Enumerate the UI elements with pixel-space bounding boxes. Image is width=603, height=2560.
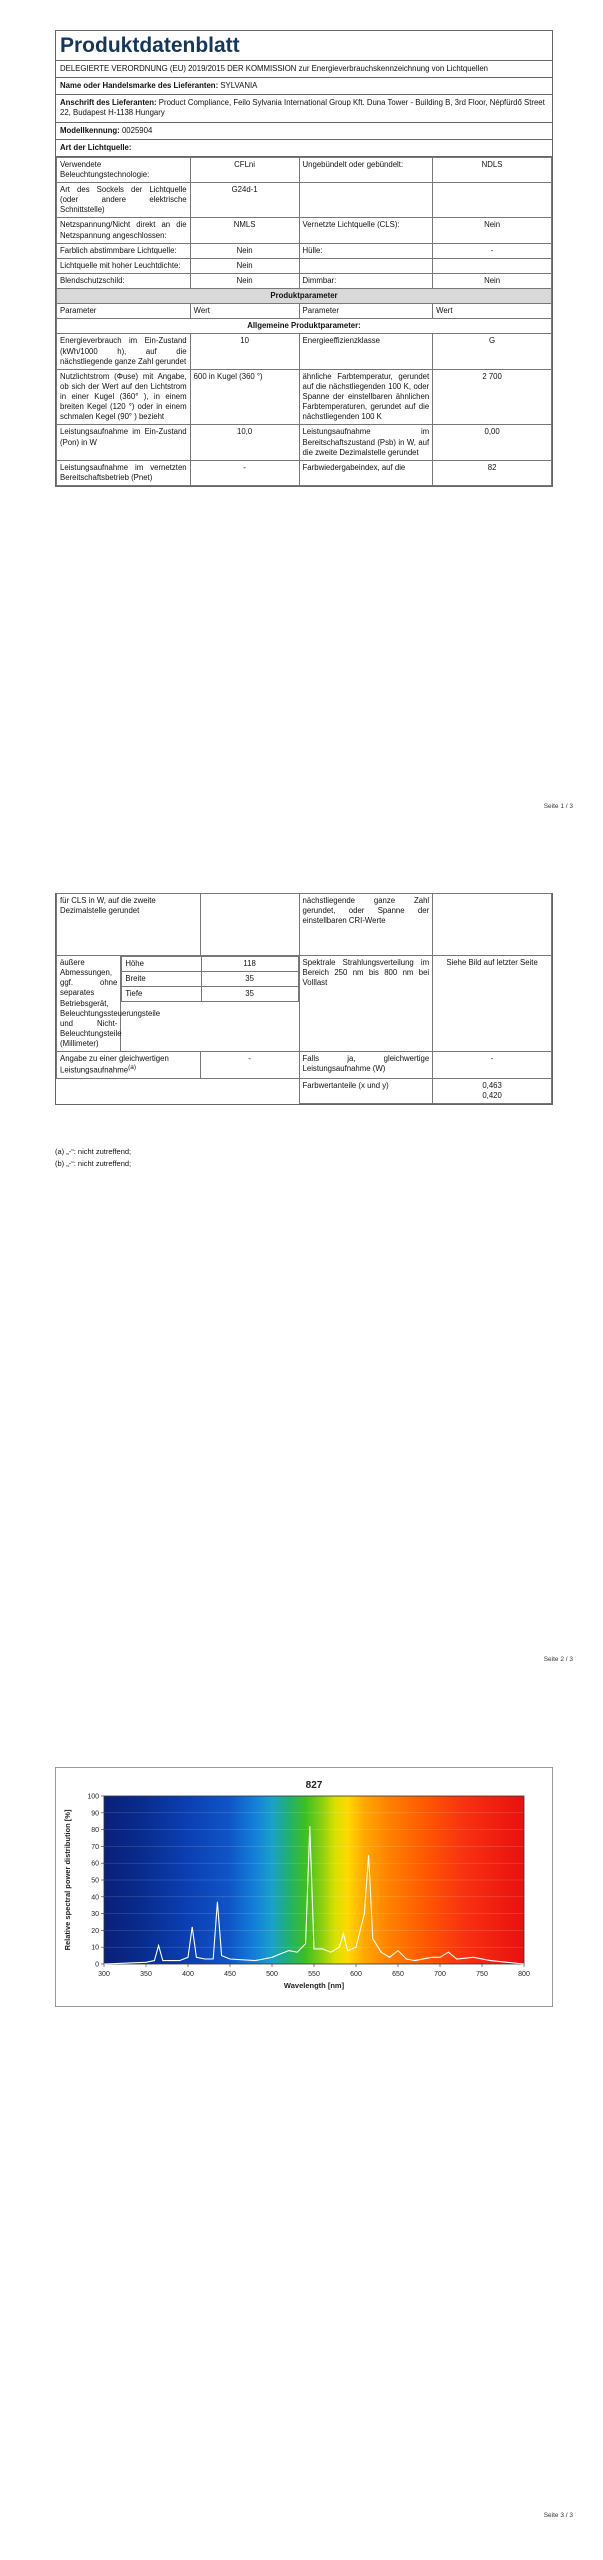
lightsource-label: Art der Lichtquelle:	[60, 142, 132, 152]
y-tick-label: 0	[95, 1961, 99, 1969]
params-table-continued	[56, 893, 552, 1104]
table-row	[57, 218, 552, 243]
cell-value	[433, 183, 552, 218]
cell-label: Hülle:	[299, 243, 433, 258]
cell-value: 2 700	[433, 369, 552, 425]
y-tick-label: 70	[91, 1843, 99, 1851]
cell-label	[299, 183, 433, 218]
table-row	[57, 243, 552, 258]
cell-value: -	[190, 460, 299, 485]
lightsource-table	[56, 157, 552, 486]
x-tick-label: 400	[182, 1971, 194, 1978]
cell-value: NMLS	[190, 218, 299, 243]
cell-label: nächstliegende ganze Zahl gerundet, oder Spanne der einstellbaren CRI-Werte	[299, 894, 433, 956]
chart-title: 827	[305, 1780, 323, 1791]
chromaticity-label: Farbwertanteile (x und y)	[299, 1078, 433, 1103]
cell-label: Energieverbrauch im Ein-Zustand (kWh/1000 h), auf die nächstliegende ganze Zahl gerundet	[57, 334, 191, 369]
cell-label: Nutzlichtstrom (Φuse) mit Angabe, ob sich der Wert auf den Lichtstrom in einer Kugel (360° ), in einem breiten Kegel (120 °) oder in einem schmalen Kegel (90° ) bezieht	[57, 369, 191, 425]
y-tick-label: 10	[91, 1944, 99, 1952]
general-params-heading: Allgemeine Produktparameter:	[57, 319, 552, 334]
table-row	[57, 183, 552, 218]
page-2	[0, 853, 603, 1706]
cell-value: G24d-1	[190, 183, 299, 218]
cell-label: Dimmbar:	[299, 273, 433, 288]
table-row	[57, 369, 552, 425]
dimensions-row	[57, 956, 552, 1052]
equivalent-watt-value: -	[433, 1052, 552, 1079]
x-tick-label: 700	[434, 1971, 446, 1978]
cell-label: Leistungsaufnahme im Ein-Zustand (Pon) in W	[57, 425, 191, 460]
x-tick-label: 450	[224, 1971, 236, 1978]
chromaticity-y: 0,420	[482, 1091, 502, 1101]
col-header-value: Wert	[190, 304, 299, 319]
x-tick-label: 600	[350, 1971, 362, 1978]
chromaticity-values	[433, 1078, 552, 1103]
dimension-value: 118	[201, 957, 298, 972]
dimensions-label: äußere Abmessungen, ggf. ohne separates Betriebsgerät, Beleuchtungssteuerungsteile und Nicht-Beleuchtungsteile (Millimeter)	[57, 956, 121, 1052]
x-tick-label: 300	[98, 1971, 110, 1978]
cell-value: Nein	[190, 258, 299, 273]
model-value: 0025904	[121, 125, 153, 135]
cell-label: Blendschutzschild:	[57, 273, 191, 288]
y-tick-label: 90	[91, 1810, 99, 1818]
page-1	[0, 0, 603, 853]
section-heading: Produktparameter	[57, 289, 552, 304]
cell-label: Farbwiedergabeindex, auf die	[299, 460, 433, 485]
spectral-chart	[55, 1767, 553, 2007]
datasheet-frame	[55, 30, 553, 487]
page-number: Seite 2 / 3	[543, 1656, 573, 1663]
cell-label: Netzspannung/Nicht direkt an die Netzspannung angeschlossen:	[57, 218, 191, 243]
equivalent-value: -	[200, 1052, 299, 1079]
cell-value: Nein	[433, 218, 552, 243]
cell-value	[200, 894, 299, 956]
dimension-value: 35	[201, 987, 298, 1002]
cell-value: 0,00	[433, 425, 552, 460]
dimension-value: 35	[201, 972, 298, 987]
lightsource-heading	[56, 140, 552, 157]
brand-label: Name oder Handelsmarke des Lieferanten:	[60, 81, 219, 91]
chromaticity-x: 0,463	[482, 1080, 502, 1090]
column-header-row	[57, 304, 552, 319]
col-header-value: Wert	[433, 304, 552, 319]
equivalent-label-text: Angabe zu einer gleichwertigen Leistungsaufnahme	[60, 1054, 169, 1075]
spectral-value: Siehe Bild auf letzter Seite	[433, 956, 552, 1052]
cell-value: Nein	[433, 273, 552, 288]
cell-value: 82	[433, 460, 552, 485]
table-row	[57, 1052, 552, 1079]
table-row	[57, 334, 552, 369]
cell-value: 10	[190, 334, 299, 369]
x-axis-label: Wavelength [nm]	[283, 1981, 345, 1990]
regulation-intro: DELEGIERTE VERORDNUNG (EU) 2019/2015 DER KOMMISSION zur Energieverbrauchskennzeichnung von Lichtquellen	[56, 61, 552, 78]
cell-value: 10,0	[190, 425, 299, 460]
cell-value: Nein	[190, 243, 299, 258]
doc-title: Produktdatenblatt	[56, 31, 552, 61]
x-tick-label: 650	[392, 1971, 404, 1978]
dimension-name: Höhe	[122, 957, 201, 972]
dimension-row	[122, 987, 298, 1002]
cell-label: Art des Sockels der Lichtquelle (oder andere elektrische Schnittstelle)	[57, 183, 191, 218]
dimension-name: Breite	[122, 972, 201, 987]
cell-label: Energieeffizienzklasse	[299, 334, 433, 369]
datasheet-frame-continued	[55, 893, 553, 1105]
y-tick-label: 20	[91, 1927, 99, 1935]
cell-value: Nein	[190, 273, 299, 288]
table-row	[57, 460, 552, 485]
cell-label: Leistungsaufnahme im Bereitschaftszustand (Psb) in W, auf die zweite Dezimalstelle gerundet	[299, 425, 433, 460]
dimension-name: Tiefe	[122, 987, 201, 1002]
table-row	[57, 157, 552, 182]
model-row	[56, 123, 552, 140]
cell-value: G	[433, 334, 552, 369]
cell-value	[433, 894, 552, 956]
footnote-a: (a) „-“: nicht zutreffend;	[55, 1147, 132, 1156]
cell-label: Lichtquelle mit hoher Leuchtdichte:	[57, 258, 191, 273]
x-tick-label: 350	[140, 1971, 152, 1978]
y-axis-label: Relative spectral power distribution [%]	[63, 1809, 72, 1951]
spectral-label: Spektrale Strahlungsverteilung im Bereich 250 nm bis 800 nm bei Volllast	[299, 956, 433, 1052]
footnotes	[55, 1146, 131, 1170]
address-value: Product Compliance, Feilo Sylvania International Group Kft. Duna Tower - Building B, 3rd Floor, Népfürdő Street 22, Budapest H-1138 Hungary	[60, 98, 545, 118]
page-3	[0, 1707, 603, 2560]
subheading-row	[57, 319, 552, 334]
page-number: Seite 1 / 3	[543, 803, 573, 810]
equivalent-watt-label: Falls ja, gleichwertige Leistungsaufnahme (W)	[299, 1052, 433, 1079]
dimension-row	[122, 972, 298, 987]
table-row	[57, 273, 552, 288]
address-label: Anschrift des Lieferanten:	[60, 98, 157, 108]
footnote-ref: (a)	[128, 1064, 137, 1072]
cell-value: -	[433, 243, 552, 258]
y-tick-label: 30	[91, 1911, 99, 1919]
address-row	[56, 95, 552, 122]
cell-label: Vernetzte Lichtquelle (CLS):	[299, 218, 433, 243]
equivalent-label	[57, 1052, 201, 1079]
col-header-param: Parameter	[57, 304, 191, 319]
cell-value: 600 in Kugel (360 °)	[190, 369, 299, 425]
y-tick-label: 100	[87, 1793, 99, 1801]
y-tick-label: 80	[91, 1827, 99, 1835]
x-tick-label: 750	[476, 1971, 488, 1978]
spectral-chart-svg	[56, 1768, 554, 2008]
model-label: Modellkennung:	[60, 125, 120, 135]
dimension-row	[122, 957, 298, 972]
page-number: Seite 3 / 3	[543, 2512, 573, 2519]
cell-label: Ungebündelt oder gebündelt:	[299, 157, 433, 182]
table-row	[57, 1078, 552, 1103]
cell-label: Farblich abstimmbare Lichtquelle:	[57, 243, 191, 258]
cell-value: NDLS	[433, 157, 552, 182]
y-tick-label: 60	[91, 1860, 99, 1868]
empty-cell	[57, 1078, 201, 1103]
x-tick-label: 550	[308, 1971, 320, 1978]
x-tick-label: 800	[518, 1971, 530, 1978]
y-tick-label: 40	[91, 1894, 99, 1902]
dimensions-table	[121, 956, 298, 1002]
footnote-b: (b) „-“: nicht zutreffend;	[55, 1159, 132, 1168]
empty-cell	[200, 1078, 299, 1103]
x-tick-label: 500	[266, 1971, 278, 1978]
brand-row	[56, 78, 552, 95]
cell-label: Verwendete Beleuchtungstechnologie:	[57, 157, 191, 182]
cell-label	[299, 258, 433, 273]
cell-value	[433, 258, 552, 273]
dimensions-cell	[121, 956, 299, 1052]
table-row	[57, 258, 552, 273]
y-tick-label: 50	[91, 1877, 99, 1885]
cell-label: für CLS in W, auf die zweite Dezimalstelle gerundet	[57, 894, 201, 956]
table-row	[57, 894, 552, 956]
cell-label: ähnliche Farbtemperatur, gerundet auf die nächstliegenden 100 K, oder Spanne der einstellbaren ähnlichen Farbtemperaturen, gerundet auf die nächstliegenden 100 K	[299, 369, 433, 425]
cell-value: CFLni	[190, 157, 299, 182]
table-row	[57, 425, 552, 460]
section-heading-row	[57, 289, 552, 304]
col-header-param: Parameter	[299, 304, 433, 319]
cell-label: Leistungsaufnahme im vernetzten Bereitschaftsbetrieb (Pnet)	[57, 460, 191, 485]
brand-value: SYLVANIA	[220, 81, 258, 91]
